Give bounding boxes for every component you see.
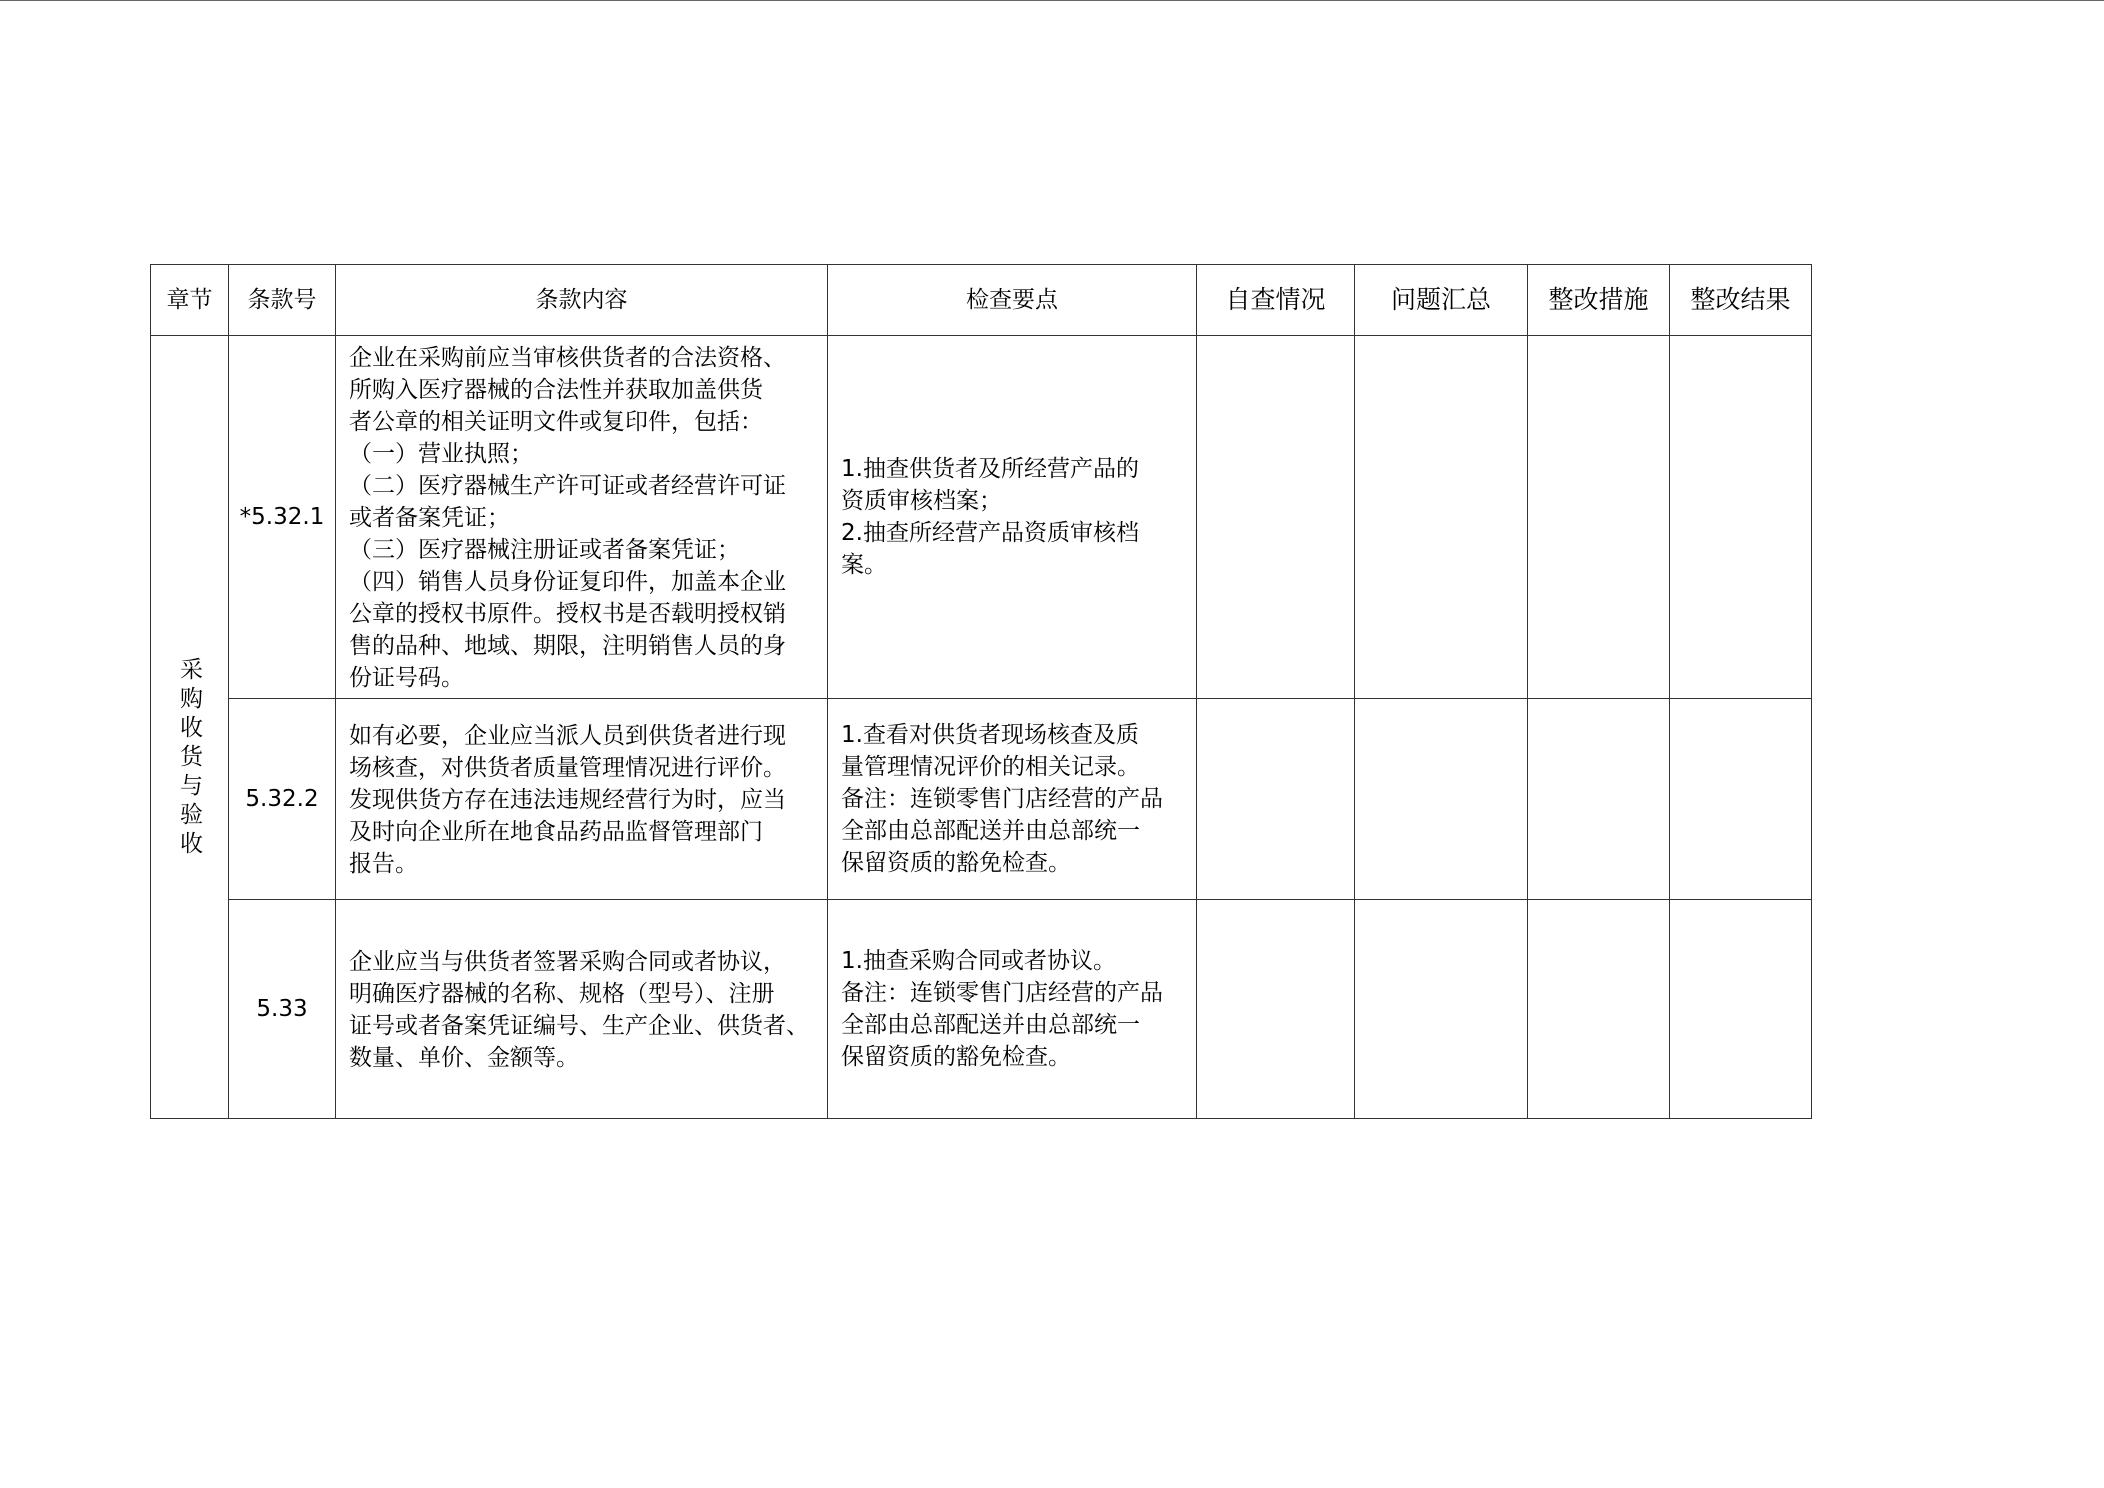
points-line: 备注：连锁零售门店经营的产品 (841, 786, 1163, 812)
header-chapter: 章节 (151, 265, 229, 336)
clause-number: 5.32.2 (229, 699, 336, 900)
content-line: 及时向企业所在地食品药品监督管理部门 (349, 819, 763, 845)
check-points (828, 336, 1197, 699)
header-clause-content: 条款内容 (336, 265, 828, 336)
self-check-cell (1197, 699, 1355, 900)
issues-cell (1355, 336, 1528, 699)
content-line: 发现供货方存在违法违规经营行为时，应当 (349, 787, 786, 813)
points-line: 全部由总部配送并由总部统一 (841, 818, 1140, 844)
content-line: 企业应当与供货者签署采购合同或者协议， (349, 949, 786, 975)
header-clause-no: 条款号 (229, 265, 336, 336)
header-self-check: 自查情况 (1197, 265, 1355, 336)
points-line: 2.抽查所经营产品资质审核档 (841, 520, 1139, 546)
points-line: 保留资质的豁免检查。 (841, 1044, 1071, 1070)
issues-cell (1355, 699, 1528, 900)
content-line: 份证号码。 (349, 665, 464, 691)
points-line: 1.查看对供货者现场核查及质 (841, 722, 1139, 748)
content-line: 场核查，对供货者质量管理情况进行评价。 (349, 755, 786, 781)
points-line: 1.抽查供货者及所经营产品的 (841, 456, 1139, 482)
measures-cell (1528, 900, 1670, 1119)
clause-content (336, 900, 828, 1119)
header-issues: 问题汇总 (1355, 265, 1528, 336)
content-line: （三）医疗器械注册证或者备案凭证； (349, 537, 740, 563)
points-line: 案。 (841, 552, 887, 578)
clause-number: *5.32.1 (229, 336, 336, 699)
content-line: 报告。 (349, 851, 418, 877)
self-check-cell (1197, 336, 1355, 699)
header-measures: 整改措施 (1528, 265, 1670, 336)
inspection-checklist-table (150, 264, 1812, 1119)
points-line: 全部由总部配送并由总部统一 (841, 1012, 1140, 1038)
chapter-cell (151, 336, 229, 1119)
results-cell (1670, 900, 1812, 1119)
clause-content (336, 699, 828, 900)
measures-cell (1528, 336, 1670, 699)
content-line: 证号或者备案凭证编号、生产企业、供货者、 (349, 1013, 809, 1039)
points-line: 保留资质的豁免检查。 (841, 850, 1071, 876)
content-line: 公章的授权书原件。授权书是否载明授权销 (349, 601, 786, 627)
content-line: 企业在采购前应当审核供货者的合法资格、 (349, 345, 786, 371)
clause-content (336, 336, 828, 699)
points-line: 资质审核档案； (841, 488, 1002, 514)
header-row (151, 265, 1812, 336)
results-cell (1670, 699, 1812, 900)
check-points (828, 699, 1197, 900)
header-results: 整改结果 (1670, 265, 1812, 336)
results-cell (1670, 336, 1812, 699)
measures-cell (1528, 699, 1670, 900)
table-row (151, 900, 1812, 1119)
table-row (151, 336, 1812, 699)
table-row (151, 699, 1812, 900)
content-line: 或者备案凭证； (349, 505, 510, 531)
content-line: 明确医疗器械的名称、规格（型号）、注册 (349, 981, 775, 1007)
content-line: 如有必要，企业应当派人员到供货者进行现 (349, 723, 786, 749)
self-check-cell (1197, 900, 1355, 1119)
points-line: 量管理情况评价的相关记录。 (841, 754, 1140, 780)
content-line: （一）营业执照； (349, 441, 533, 467)
clause-number: 5.33 (229, 900, 336, 1119)
points-line: 备注：连锁零售门店经营的产品 (841, 980, 1163, 1006)
content-line: 数量、单价、金额等。 (349, 1045, 579, 1071)
content-line: （四）销售人员身份证复印件，加盖本企业 (349, 569, 786, 595)
page-top-edge (0, 0, 2104, 1)
points-line: 1.抽查采购合同或者协议。 (841, 948, 1116, 974)
check-points (828, 900, 1197, 1119)
issues-cell (1355, 900, 1528, 1119)
header-check-points: 检查要点 (828, 265, 1197, 336)
chapter-label: 采购收货与验收 (180, 657, 203, 857)
content-line: 者公章的相关证明文件或复印件，包括： (349, 409, 763, 435)
content-line: （二）医疗器械生产许可证或者经营许可证 (349, 473, 786, 499)
content-line: 售的品种、地域、期限，注明销售人员的身 (349, 633, 786, 659)
content-line: 所购入医疗器械的合法性并获取加盖供货 (349, 377, 763, 403)
